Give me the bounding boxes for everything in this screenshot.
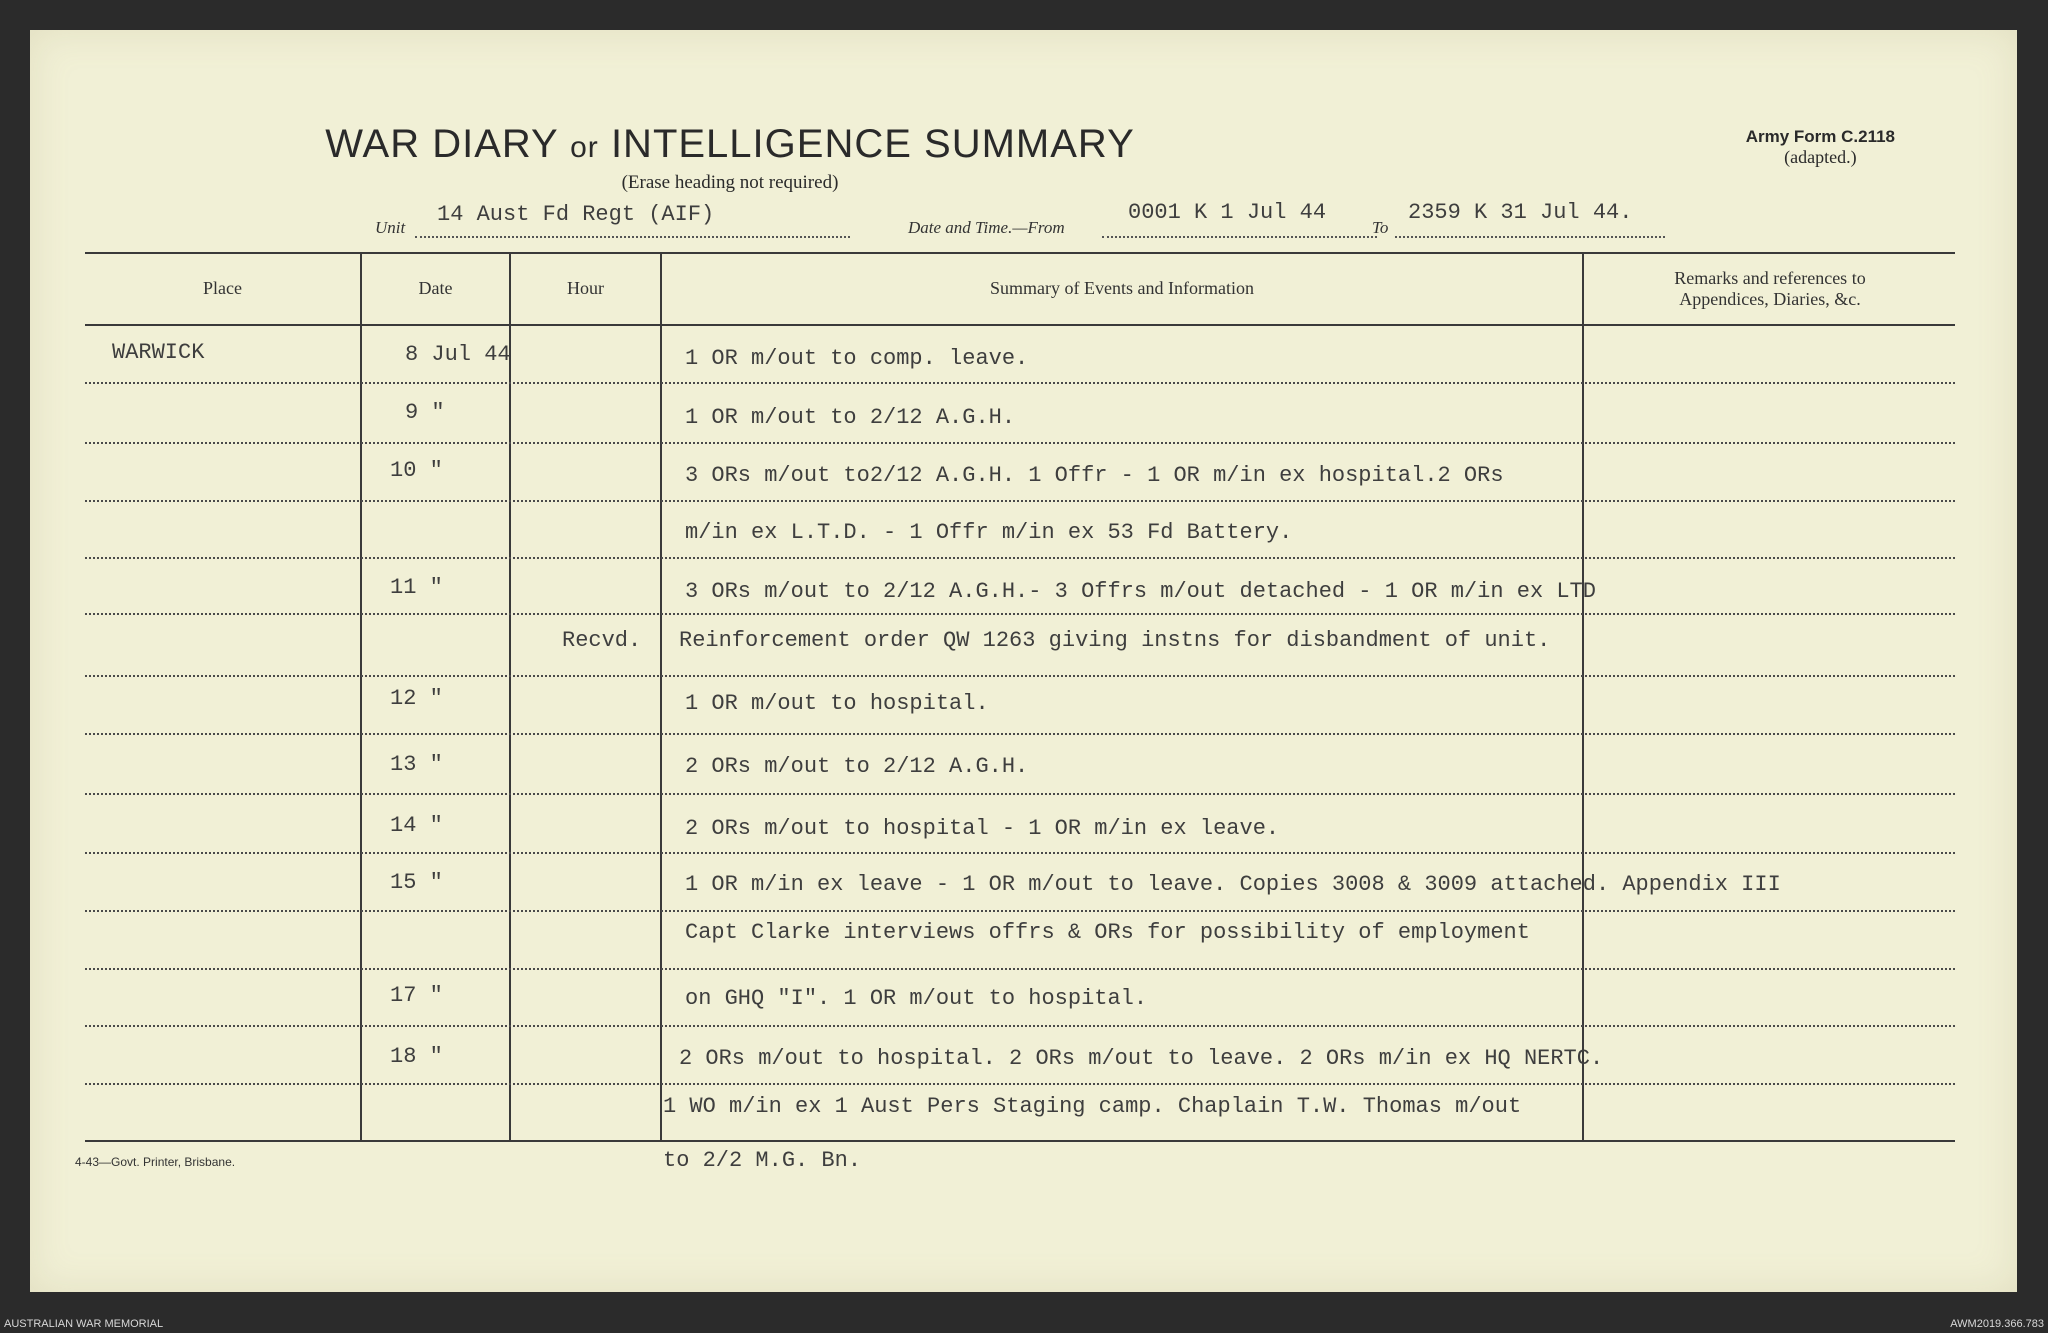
to-label: To — [1372, 218, 1389, 237]
header-remarks-line2: Appendices, Diaries, &c. — [1679, 289, 1861, 309]
header-remarks — [1584, 268, 1956, 310]
header-date: Date — [418, 278, 453, 298]
title-war-diary: WAR DIARY — [325, 122, 558, 166]
row-date: 11 " — [390, 575, 443, 600]
row-place: WARWICK — [112, 340, 205, 365]
header-summary: Summary of Events and Information — [990, 278, 1254, 298]
from-value: 0001 K 1 Jul 44 — [1128, 200, 1327, 225]
row-line — [85, 793, 1955, 795]
row-date: 9 " — [405, 400, 445, 425]
row-line — [85, 613, 1955, 615]
row-summary: 1 OR m/out to 2/12 A.G.H. — [685, 405, 1016, 430]
row-line — [85, 1083, 1955, 1085]
row-date: 12 " — [390, 686, 443, 711]
row-summary: 3 ORs m/out to 2/12 A.G.H.- 3 Offrs m/out detached - 1 OR m/in ex LTD — [685, 579, 1596, 604]
row-summary: 1 OR m/out to comp. leave. — [685, 346, 1029, 371]
row-line — [85, 382, 1955, 384]
row-date: 13 " — [390, 752, 443, 777]
credit-right: AWM2019.366.783 — [1950, 1318, 2044, 1330]
unit-label: Unit — [375, 218, 406, 237]
army-form-adapted: (adapted.) — [1784, 147, 1857, 167]
title-or: or — [570, 131, 599, 164]
unit-dotline — [415, 236, 850, 238]
row-line — [85, 557, 1955, 559]
row-summary: 1 WO m/in ex 1 Aust Pers Staging camp. Chaplain T.W. Thomas m/out — [663, 1094, 1522, 1119]
row-line — [85, 852, 1955, 854]
row-summary: 2 ORs m/out to hospital - 1 OR m/in ex leave. — [685, 816, 1280, 841]
form-title — [30, 122, 1430, 167]
col-divider-hour — [660, 252, 662, 1140]
to-value: 2359 K 31 Jul 44. — [1408, 200, 1633, 225]
table-bottom-border — [85, 1140, 1955, 1142]
row-line — [85, 675, 1955, 677]
header-remarks-line1: Remarks and references to — [1674, 268, 1866, 288]
row-summary: Capt Clarke interviews offrs & ORs for possibility of employment — [685, 920, 1530, 945]
row-date: 17 " — [390, 983, 443, 1008]
row-line — [85, 1025, 1955, 1027]
army-form-number: Army Form C.2118 — [1745, 127, 1895, 146]
row-summary: 1 OR m/in ex leave - 1 OR m/out to leave. Copies 3008 & 3009 attached. Appendix III — [685, 872, 1781, 897]
row-summary: 3 ORs m/out to2/12 A.G.H. 1 Offr - 1 OR m/in ex hospital.2 ORs — [685, 463, 1504, 488]
from-dotline — [1102, 236, 1377, 238]
header-place: Place — [203, 278, 242, 298]
row-summary: 2 ORs m/out to hospital. 2 ORs m/out to leave. 2 ORs m/in ex HQ NERTC. — [679, 1046, 1604, 1071]
header-hour: Hour — [567, 278, 604, 298]
row-summary: 1 OR m/out to hospital. — [685, 691, 989, 716]
table-top-border — [85, 252, 1955, 254]
row-summary: 2 ORs m/out to 2/12 A.G.H. — [685, 754, 1029, 779]
table-header-border — [85, 324, 1955, 326]
row-summary: m/in ex L.T.D. - 1 Offr m/in ex 53 Fd Battery. — [685, 520, 1293, 545]
row-summary: on GHQ "I". 1 OR m/out to hospital. — [685, 986, 1148, 1011]
row-line — [85, 733, 1955, 735]
row-summary: Reinforcement order QW 1263 giving instns for disbandment of unit. — [679, 628, 1551, 653]
row-line — [85, 910, 1955, 912]
col-divider-date — [509, 252, 511, 1140]
title-intelligence-summary: INTELLIGENCE SUMMARY — [610, 122, 1135, 166]
row-date: 10 " — [390, 458, 443, 483]
overflow-line: to 2/2 M.G. Bn. — [663, 1148, 862, 1173]
row-hour: Recvd. — [562, 628, 642, 653]
credit-left: AUSTRALIAN WAR MEMORIAL — [4, 1318, 164, 1330]
form-subtitle: (Erase heading not required) — [621, 172, 839, 193]
diary-sheet — [30, 30, 2017, 1292]
army-form-label — [1746, 126, 1895, 168]
row-line — [85, 500, 1955, 502]
row-date: 14 " — [390, 813, 443, 838]
col-divider-summary — [1582, 252, 1584, 1140]
row-date: 18 " — [390, 1044, 443, 1069]
row-line — [85, 442, 1955, 444]
printer-note: 4-43—Govt. Printer, Brisbane. — [75, 1155, 236, 1169]
row-line — [85, 968, 1955, 970]
col-divider-place — [360, 252, 362, 1140]
to-dotline — [1395, 236, 1665, 238]
row-date: 8 Jul 44 — [405, 342, 511, 367]
date-time-label: Date and Time.—From — [908, 218, 1065, 237]
row-date: 15 " — [390, 870, 443, 895]
unit-value: 14 Aust Fd Regt (AIF) — [437, 202, 715, 227]
